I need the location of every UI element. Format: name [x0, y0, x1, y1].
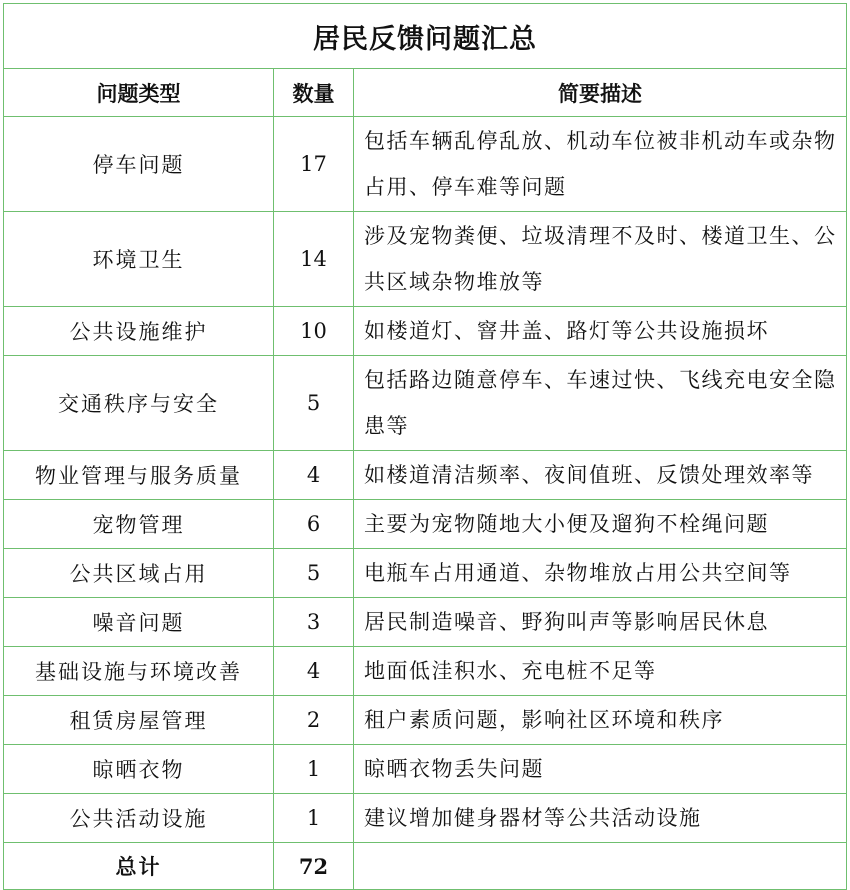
row-description: 包括路边随意停车、车速过快、飞线充电安全隐患等	[354, 356, 847, 451]
table-title: 居民反馈问题汇总	[4, 4, 847, 69]
row-type: 公共区域占用	[4, 549, 274, 598]
row-type: 环境卫生	[4, 212, 274, 307]
row-count: 1	[274, 794, 354, 843]
row-type: 宠物管理	[4, 500, 274, 549]
row-count: 2	[274, 696, 354, 745]
table-row	[4, 451, 847, 500]
table-row	[4, 598, 847, 647]
row-count: 10	[274, 307, 354, 356]
row-count: 4	[274, 647, 354, 696]
row-description: 主要为宠物随地大小便及遛狗不栓绳问题	[354, 500, 847, 549]
header-type: 问题类型	[4, 69, 274, 117]
row-description: 居民制造噪音、野狗叫声等影响居民休息	[354, 598, 847, 647]
row-count: 3	[274, 598, 354, 647]
summary-table-wrapper	[3, 3, 847, 890]
header-description: 简要描述	[354, 69, 847, 117]
row-description: 包括车辆乱停乱放、机动车位被非机动车或杂物占用、停车难等问题	[354, 117, 847, 212]
row-type: 租赁房屋管理	[4, 696, 274, 745]
row-description: 建议增加健身器材等公共活动设施	[354, 794, 847, 843]
row-description: 如楼道灯、窨井盖、路灯等公共设施损坏	[354, 307, 847, 356]
row-type: 基础设施与环境改善	[4, 647, 274, 696]
total-count: 72	[274, 843, 354, 890]
feedback-summary-table	[3, 3, 847, 890]
table-body	[4, 117, 847, 843]
table-row	[4, 745, 847, 794]
table-row	[4, 212, 847, 307]
row-type: 停车问题	[4, 117, 274, 212]
row-type: 噪音问题	[4, 598, 274, 647]
row-count: 4	[274, 451, 354, 500]
row-description: 电瓶车占用通道、杂物堆放占用公共空间等	[354, 549, 847, 598]
row-count: 5	[274, 549, 354, 598]
row-count: 17	[274, 117, 354, 212]
row-description: 晾晒衣物丢失问题	[354, 745, 847, 794]
row-count: 14	[274, 212, 354, 307]
table-row	[4, 549, 847, 598]
row-type: 晾晒衣物	[4, 745, 274, 794]
row-count: 5	[274, 356, 354, 451]
row-description: 涉及宠物粪便、垃圾清理不及时、楼道卫生、公共区域杂物堆放等	[354, 212, 847, 307]
row-type: 交通秩序与安全	[4, 356, 274, 451]
table-row	[4, 117, 847, 212]
row-count: 6	[274, 500, 354, 549]
row-type: 物业管理与服务质量	[4, 451, 274, 500]
row-count: 1	[274, 745, 354, 794]
title-row	[4, 4, 847, 69]
table-row	[4, 307, 847, 356]
row-description: 如楼道清洁频率、夜间值班、反馈处理效率等	[354, 451, 847, 500]
row-type: 公共活动设施	[4, 794, 274, 843]
row-type: 公共设施维护	[4, 307, 274, 356]
table-row	[4, 356, 847, 451]
row-description: 地面低洼积水、充电桩不足等	[354, 647, 847, 696]
table-row	[4, 647, 847, 696]
header-row	[4, 69, 847, 117]
header-count: 数量	[274, 69, 354, 117]
table-row	[4, 696, 847, 745]
total-description	[354, 843, 847, 890]
row-description: 租户素质问题，影响社区环境和秩序	[354, 696, 847, 745]
total-row	[4, 843, 847, 890]
total-label: 总计	[4, 843, 274, 890]
table-row	[4, 794, 847, 843]
table-row	[4, 500, 847, 549]
